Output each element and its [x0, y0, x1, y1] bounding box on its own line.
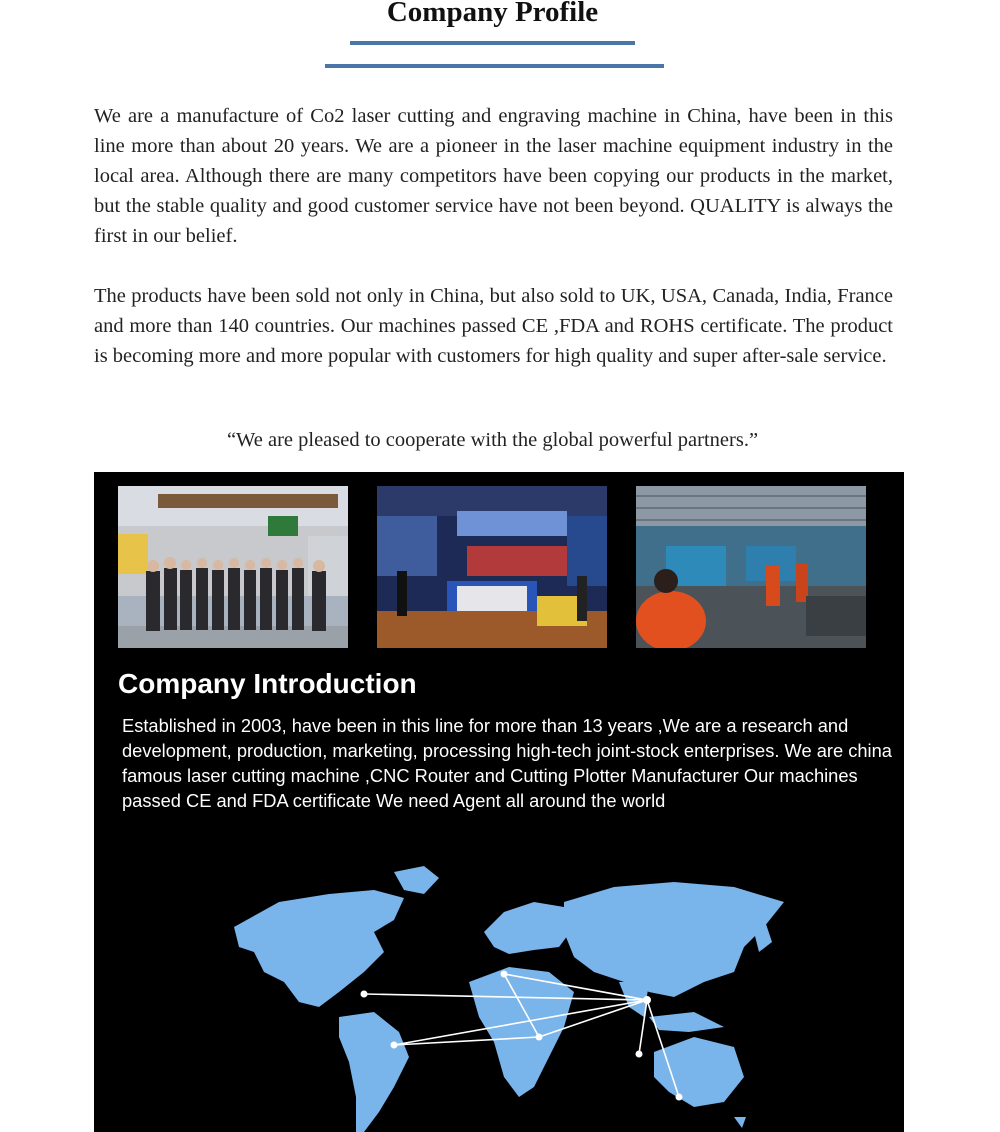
- intro-text: Established in 2003, have been in this line for more than 13 years ,We are a research and development, production, marketing, processing high-tech joint-stock enterprises. We are china famous laser cutting machine ,CNC Router and Cutting Plotter Manufacturer Our machines passed CE and FDA certificate We need Agent all around the world: [122, 715, 892, 811]
- title-underline-bottom: [325, 64, 664, 68]
- factory-workshop-photo: [636, 486, 866, 648]
- profile-paragraph-2: The products have been sold not only in China, but also sold to UK, USA, Canada, India, France and more than 140 countries. Our machines passed CE ,FDA and ROHS certificate. The product is becoming more and more popular with customers for high quality and super after-sale service.: [94, 285, 893, 367]
- page-title: Company Profile: [386, 0, 599, 28]
- title-underline-top: [350, 41, 635, 45]
- exhibition-booth-photo: [377, 486, 607, 648]
- exhibition-team-photo: [118, 486, 348, 648]
- profile-paragraph-1: We are a manufacture of Co2 laser cutting and engraving machine in China, have been in this line more than about 20 years. We are a pioneer in the laser machine equipment industry in the local area. Although there are many competitors have been copying our products in the market, but the stable quality and good customer service have not been beyond. QUALITY is always the first in our belief.: [94, 105, 893, 247]
- company-introduction-panel: [94, 472, 904, 1132]
- intro-title: Company Introduction: [118, 668, 417, 699]
- partner-quote: “We are pleased to cooperate with the global powerful partners.”: [226, 429, 759, 451]
- world-map-graphic: [94, 832, 904, 1132]
